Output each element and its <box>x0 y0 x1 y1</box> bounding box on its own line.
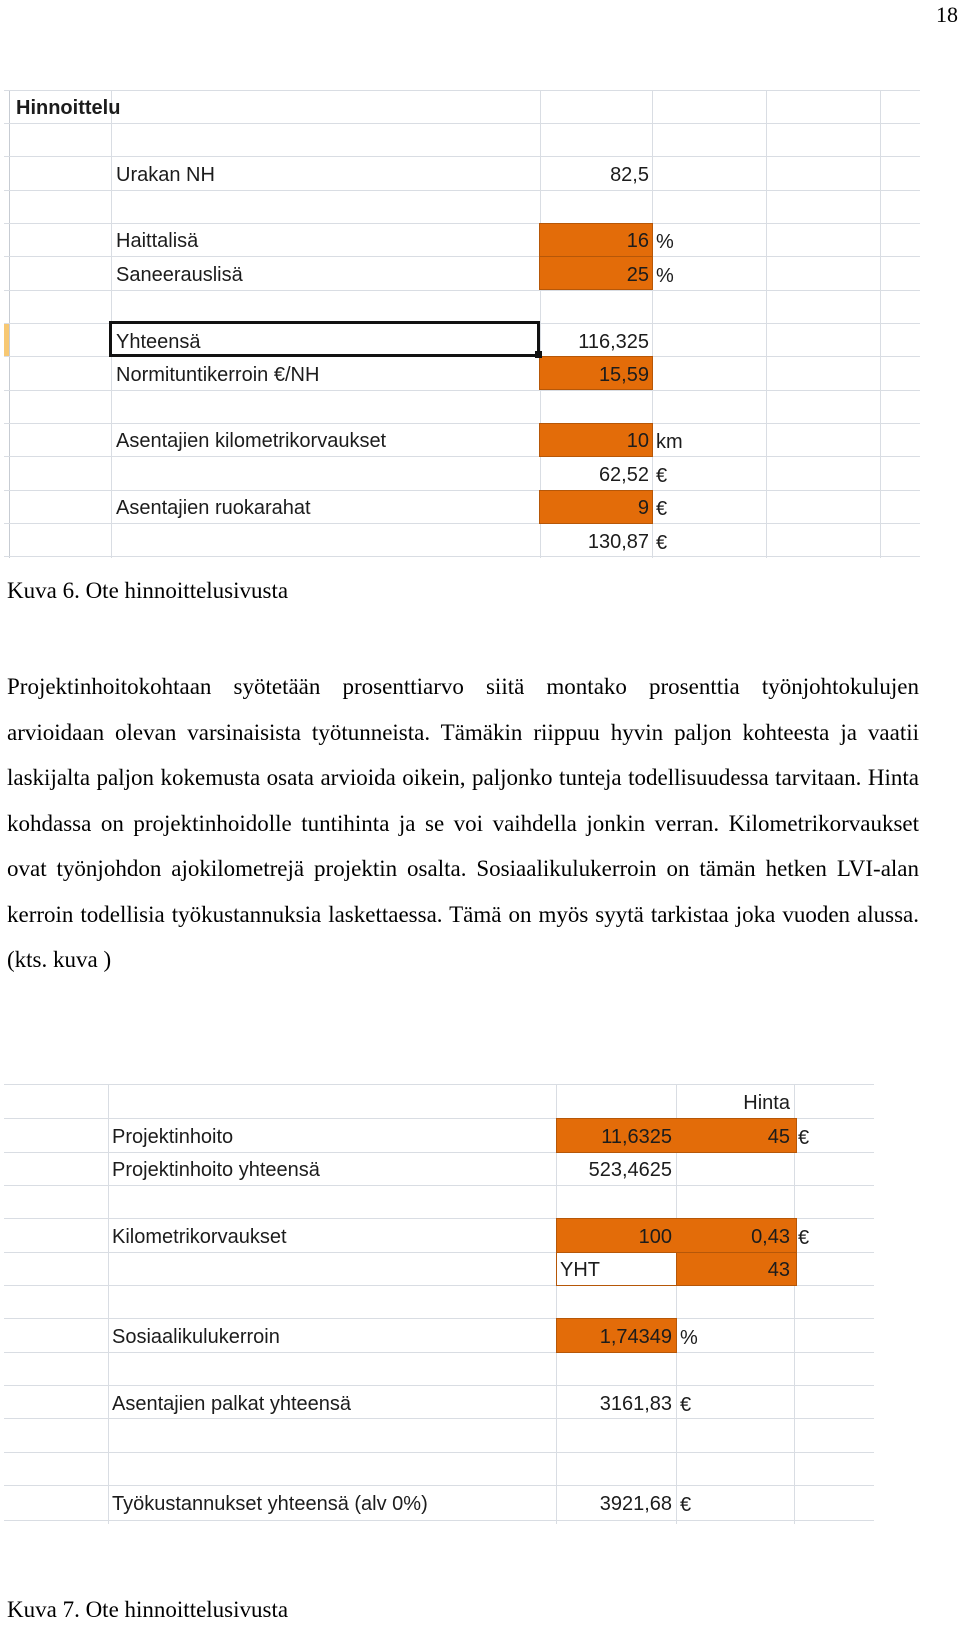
value-projektinhoito: 11,6325 <box>601 1126 672 1148</box>
label-kilometrikorvaukset: Kilometrikorvaukset <box>112 1226 287 1248</box>
value-km-korvaukset: 10 <box>626 430 649 452</box>
price-projektinhoito: 45 <box>767 1126 790 1148</box>
label-yhteensa: Yhteensä <box>116 331 201 353</box>
label-sosiaalikulukerroin: Sosiaalikulukerroin <box>112 1326 280 1348</box>
figure-1-caption: Kuva 6. Ote hinnoittelusivusta <box>7 578 289 603</box>
unit-kilometrikorvaukset: € <box>798 1227 810 1249</box>
sheet-title: Hinnoittelu <box>16 97 121 119</box>
label-tyokustannukset: Työkustannukset yhteensä (alv 0%) <box>112 1493 428 1515</box>
label-haittalisa: Haittalisä <box>116 230 199 252</box>
unit-ruokarahat: € <box>656 498 668 520</box>
unit-ruoka-summa: € <box>656 532 668 554</box>
label-normituntikerroin: Normituntikerroin €/NH <box>116 364 320 386</box>
unit-saneerauslisa: % <box>656 265 674 287</box>
figure-2-caption: Kuva 7. Ote hinnoittelusivusta <box>7 1597 289 1622</box>
label-urakan-nh: Urakan NH <box>116 164 215 186</box>
unit-projektinhoito: € <box>798 1127 810 1149</box>
value-km-summa: 62,52 <box>598 464 649 486</box>
page-number: 18 <box>936 2 958 27</box>
label-km-korvaukset: Asentajien kilometrikorvaukset <box>116 430 387 452</box>
unit-sosiaalikulukerroin: % <box>680 1327 698 1349</box>
value-kilometrikorvaukset: 100 <box>638 1226 672 1248</box>
label-yht: YHT <box>560 1259 600 1281</box>
label-projektinhoito-yht: Projektinhoito yhteensä <box>112 1159 320 1181</box>
label-palkat: Asentajien palkat yhteensä <box>112 1393 352 1415</box>
spreadsheet-figure-1 <box>4 90 920 558</box>
value-projektinhoito-yht: 523,4625 <box>588 1159 672 1181</box>
value-urakan-nh: 82,5 <box>610 164 649 186</box>
unit-km: km <box>656 431 683 453</box>
unit-km-summa: € <box>656 465 668 487</box>
label-ruokarahat: Asentajien ruokarahat <box>116 497 311 519</box>
label-projektinhoito: Projektinhoito <box>112 1126 234 1148</box>
price-kilometrikorvaukset: 0,43 <box>751 1226 790 1248</box>
unit-tyokustannukset: € <box>680 1494 692 1516</box>
unit-palkat: € <box>680 1394 692 1416</box>
value-palkat: 3161,83 <box>599 1393 672 1415</box>
value-saneerauslisa: 25 <box>626 264 649 286</box>
hinta-header: Hinta <box>743 1092 790 1114</box>
value-yht: 43 <box>767 1259 790 1281</box>
unit-haittalisa: % <box>656 231 674 253</box>
value-ruoka-summa: 130,87 <box>587 531 649 553</box>
value-ruokarahat: 9 <box>637 497 649 519</box>
value-yhteensa: 116,325 <box>578 331 649 353</box>
value-tyokustannukset: 3921,68 <box>599 1493 672 1515</box>
value-sosiaalikulukerroin: 1,74349 <box>599 1326 672 1348</box>
value-haittalisa: 16 <box>626 230 649 252</box>
body-paragraph: Projektinhoitokohtaan syötetään prosenttiarvo siitä montako prosenttia työnjohtokulujen arvioidaan olevan varsinaisista työtunneista. Tämäkin riippuu hyvin paljon kohteesta ja vaatii laskijalta paljon kokemusta osata arvioida oikein, paljonko tunteja todellisuudessa tarvitaan. Hinta kohdassa on projektinhoidolle tuntihinta ja se voi vaihdella jonkin verran. Kilometrikorvaukset ovat työnjohdon ajokilometrejä projektin osalta. Sosiaalikulukerroin on tämän hetken LVI-alan kerroin todellisia työkustannuksia laskettaessa. Tämä on myös syytä tarkistaa joka vuoden alussa. (kts. kuva ) <box>7 674 919 972</box>
label-saneerauslisa: Saneerauslisä <box>116 264 243 286</box>
spreadsheet-figure-2 <box>4 1084 874 1524</box>
value-normituntikerroin: 15,59 <box>598 364 649 386</box>
